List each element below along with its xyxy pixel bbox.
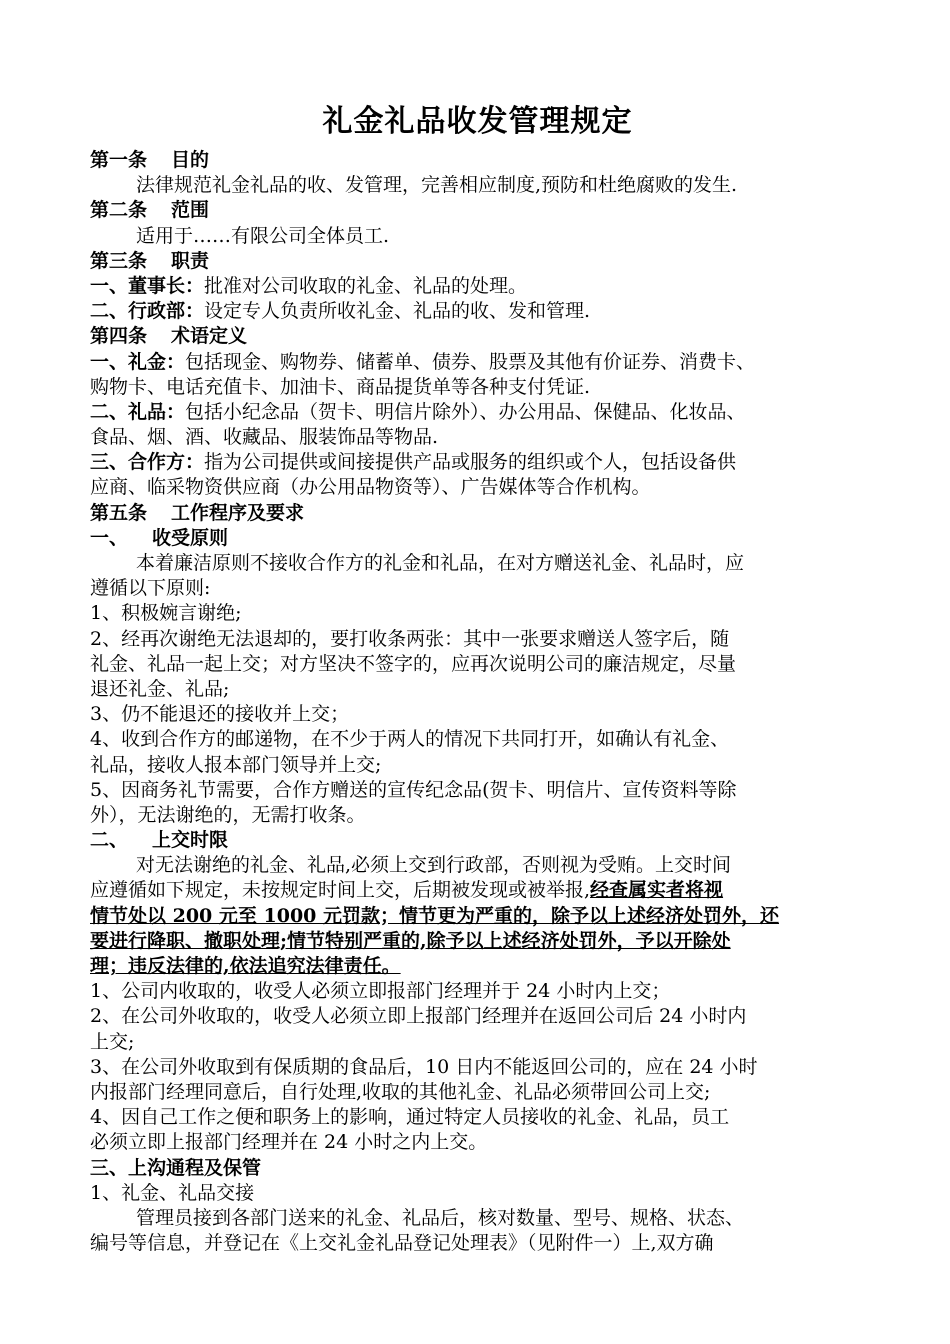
article-4-item-1-line-2: 购物卡、电话充值卡、加油卡、商品提货单等各种支付凭证. [90,375,591,398]
section-2-rule-2-line-1: 2、在公司外收取的，收受人必须立即上报部门经理并在返回公司后 24 小时内 [90,1005,747,1028]
section-3-para-line-2: 编号等信息，并登记在《上交礼金礼品登记处理表》（见附件一）上,双方确 [90,1232,714,1255]
section-2-rule-4-line-2: 必须立即上报部门经理并在 24 小时之内上交。 [90,1131,488,1154]
section-1-rule-2-line-1: 2、经再次谢绝无法退却的，要打收条两张：其中一张要求赠送人签字后，随 [90,627,730,650]
section-3-heading: 三、上沟通程及保管 [90,1156,262,1179]
section-2-intro-line-5 [90,954,865,979]
section-2-rule-3-line-2: 内报部门经理同意后，自行处理,收取的其他礼金、礼品必须带回公司上交; [90,1080,711,1103]
article-4-item-2-line-2: 食品、烟、酒、收藏品、服装饰品等物品. [90,426,439,449]
section-2-heading: 二、 上交时限 [90,829,229,852]
section-1-rule-2-line-3: 退还礼金、礼品; [90,677,230,700]
penalty-text-start: 经查属实者将视 [590,879,724,902]
section-2-intro-line-2: 应遵循如下规定，未按规定时间上交，后期被发现或被举报,经查属实者将视 [90,879,724,902]
article-4-item-3-line-1: 三、合作方：指为公司提供或间接提供产品或服务的组织或个人，包括设备供 [90,451,737,474]
article-2-heading: 第二条 范围 [90,199,210,222]
section-1-intro-line-1: 本着廉洁原则不接收合作方的礼金和礼品，在对方赠送礼金、礼品时，应 [136,552,745,574]
section-3-para-line-1: 管理员接到各部门送来的礼金、礼品后，核对数量、型号、规格、状态、 [136,1206,745,1229]
section-2-rule-2-line-2: 上交; [90,1030,135,1053]
article-5-heading: 第五条 工作程序及要求 [90,501,305,524]
article-4-heading: 第四条 术语定义 [90,325,248,348]
section-2-rule-1: 1、公司内收取的，收受人必须立即报部门经理并于 24 小时内上交； [90,980,671,1003]
section-3-sub-1: 1、礼金、礼品交接 [90,1181,255,1204]
article-3-item-2: 二、行政部：设定专人负责所收礼金、礼品的收、发和管理. [90,300,591,323]
article-1-body: 法律规范礼金礼品的收、发管理，完善相应制度,预防和杜绝腐败的发生. [136,174,738,197]
penalty-text-end: 理；违反法律的,依法追究法律责任。 [90,955,401,977]
section-2-rule-3-line-1: 3、在公司外收取到有保质期的食品后，10 日内不能返回公司的，应在 24 小时 [90,1055,758,1078]
section-2-intro-line-3 [90,904,865,929]
article-1-heading: 第一条 目的 [90,149,210,171]
section-1-intro-line-2: 遵循以下原则: [90,577,211,600]
section-1-rule-5-line-2: 外），无法谢绝的，无需打收条。 [90,803,366,826]
section-1-rule-1: 1、积极婉言谢绝; [90,602,242,625]
article-4-item-2-line-1: 二、礼品：包括小纪念品（贺卡、明信片除外）、办公用品、保健品、化妆品、 [90,400,746,423]
section-2-rule-4-line-1: 4、因自己工作之便和职务上的影响，通过特定人员接收的礼金、礼品，员工 [90,1106,730,1129]
article-2-body: 适用于……有限公司全体员工. [136,224,390,247]
article-3-heading: 第三条 职责 [90,249,210,272]
section-1-heading: 一、 收受原则 [90,526,229,549]
section-1-rule-2-line-2: 礼金、礼品一起上交；对方坚决不签字的，应再次说明公司的廉洁规定，尽量 [90,652,737,675]
section-2-intro-line-4 [90,929,865,954]
section-1-rule-4-line-1: 4、收到合作方的邮递物，在不少于两人的情况下共同打开，如确认有礼金、 [90,728,730,751]
document-page [90,100,865,1256]
document-title: 礼金礼品收发管理规定 [322,104,633,139]
section-2-intro-line-1: 对无法谢绝的礼金、礼品,必须上交到行政部，否则视为受贿。上交时间 [136,854,732,877]
penalty-text: 要进行降职、撤职处理;情节特别严重的,除予以上述经济处罚外，予以开除处 [90,929,731,952]
penalty-text: 情节处以 200 元至 1000 元罚款；情节更为严重的，除予以上述经济处罚外，还 [90,904,780,927]
article-4-item-3-line-2: 应商、临采物资供应商（办公用品物资等）、广告媒体等合作机构。 [90,476,651,499]
section-1-rule-5-line-1: 5、因商务礼节需要，合作方赠送的宣传纪念品(贺卡、明信片、宣传资料等除 [90,778,737,801]
article-3-item-1: 一、董事长：批准对公司收取的礼金、礼品的处理。 [90,274,528,297]
section-1-rule-4-line-2: 礼品，接收人报本部门领导并上交; [90,753,382,776]
section-1-rule-3: 3、仍不能退还的接收并上交； [90,703,350,726]
article-4-item-1-line-1: 一、礼金：包括现金、购物券、储蓄单、债券、股票及其他有价证券、消费卡、 [90,350,756,373]
